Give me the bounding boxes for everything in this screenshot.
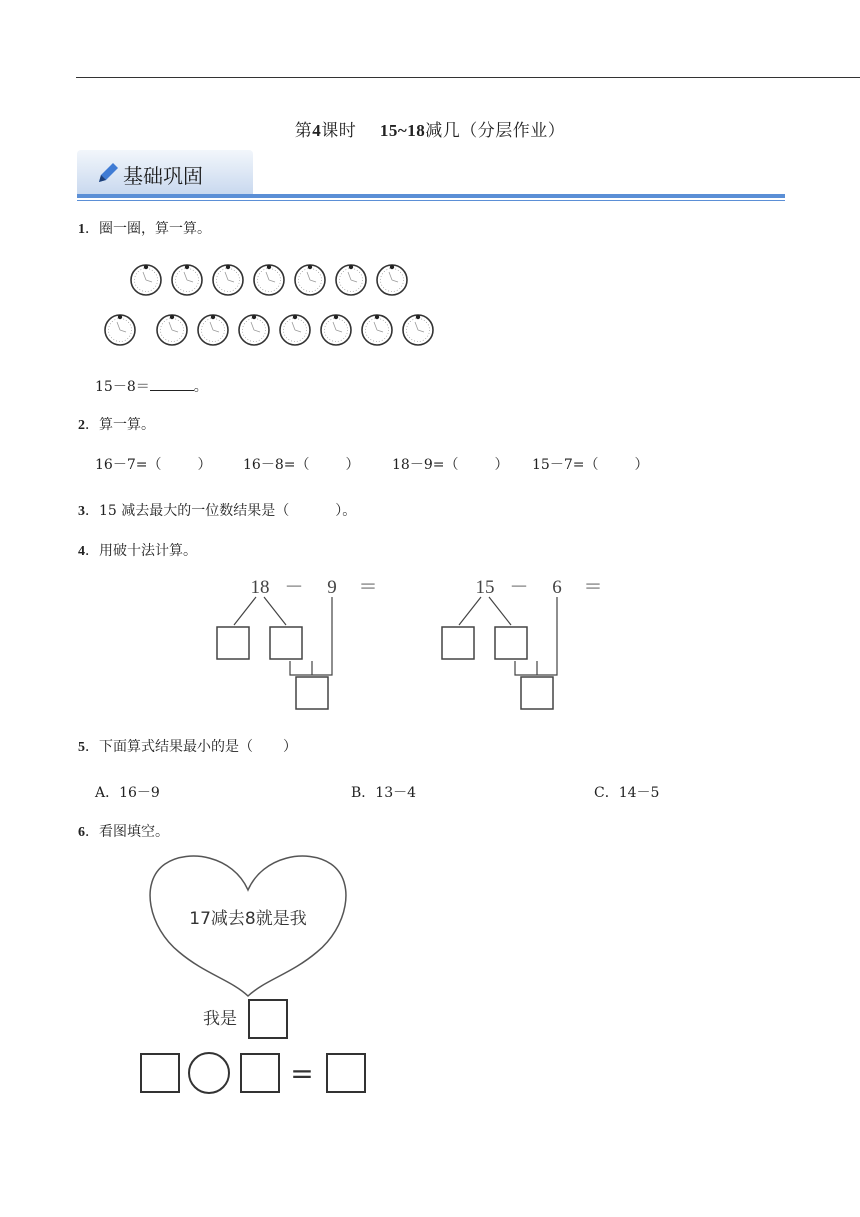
clock-icon[interactable] — [362, 315, 392, 345]
equals-sign: = — [290, 1057, 314, 1090]
clock-icon[interactable] — [172, 265, 202, 295]
question-6: 6．看图填空。 — [78, 824, 169, 840]
q2-item-4[interactable]: 15－7=（ ） — [532, 457, 649, 473]
answer-box — [217, 627, 249, 659]
section-tab — [77, 150, 253, 194]
clock-icon[interactable] — [157, 315, 187, 345]
option-a[interactable]: A．16－9 — [95, 785, 160, 801]
clock-icon[interactable] — [239, 315, 269, 345]
equals-sign: ＝ — [358, 577, 378, 598]
top-rule — [76, 77, 860, 78]
clock-icon[interactable] — [254, 265, 284, 295]
heart-text: 17减去8就是我 — [189, 909, 307, 929]
clock-icon[interactable] — [198, 315, 228, 345]
answer-box — [442, 627, 474, 659]
answer-box — [495, 627, 527, 659]
clock-icon[interactable] — [213, 265, 243, 295]
equals-sign: ＝ — [583, 577, 603, 598]
operator-circle — [189, 1053, 229, 1093]
section-rule-thin — [77, 200, 785, 201]
section-rule — [77, 194, 785, 198]
subtrahend: 6 — [552, 577, 562, 598]
minus-sign: － — [509, 577, 529, 598]
minuend: 15 — [475, 577, 495, 598]
answer-blank[interactable] — [150, 378, 194, 391]
q1-equation: 15－8＝ 。 — [95, 379, 208, 395]
subtrahend: 9 — [327, 577, 337, 598]
equation-box — [241, 1054, 279, 1092]
answer-box — [296, 677, 328, 709]
break-ten-diagram-2 — [435, 573, 635, 713]
section-title: 基础巩固 — [123, 164, 203, 188]
answer-box — [521, 677, 553, 709]
answer-box — [270, 627, 302, 659]
question-1: 1．圈一圈，算一算。 — [78, 221, 211, 237]
option-c[interactable]: C．14－5 — [594, 785, 660, 801]
minus-sign: － — [284, 577, 304, 598]
clock-icon[interactable] — [321, 315, 351, 345]
clock-icon[interactable] — [105, 315, 135, 345]
question-4: 4．用破十法计算。 — [78, 543, 197, 559]
break-ten-diagram-1 — [210, 573, 410, 713]
clock-icons — [0, 260, 860, 360]
question-5: 5．下面算式结果最小的是（ ） — [78, 739, 297, 755]
question-2: 2．算一算。 — [78, 417, 155, 433]
pencil-icon — [97, 160, 121, 184]
me-label: 我是 — [203, 1009, 237, 1029]
clock-icon[interactable] — [295, 265, 325, 295]
result-box — [327, 1054, 365, 1092]
clock-icon[interactable] — [280, 315, 310, 345]
question-3: 3．15 减去最大的一位数结果是（ ）。 — [78, 503, 357, 519]
answer-box — [249, 1000, 287, 1038]
q2-item-2[interactable]: 16－8=（ ） — [243, 457, 360, 473]
clock-icon[interactable] — [131, 265, 161, 295]
heart-figure — [135, 850, 375, 1110]
q2-item-1[interactable]: 16－7=（ ） — [95, 457, 212, 473]
clock-icon[interactable] — [336, 265, 366, 295]
page-title: 第4课时 15~18减几（分层作业） — [294, 121, 566, 141]
minuend: 18 — [250, 577, 270, 598]
q2-item-3[interactable]: 18－9=（ ） — [392, 457, 509, 473]
clock-icon[interactable] — [377, 265, 407, 295]
clock-icon[interactable] — [403, 315, 433, 345]
equation-box — [141, 1054, 179, 1092]
option-b[interactable]: B．13－4 — [351, 785, 417, 801]
